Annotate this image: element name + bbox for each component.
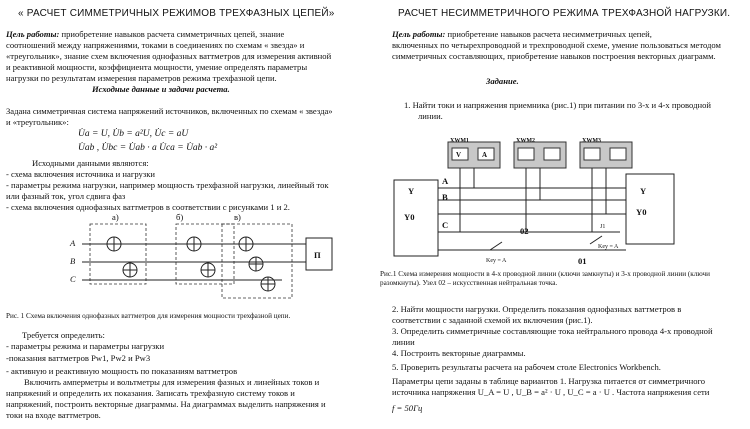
fig-label-a: а) bbox=[112, 212, 119, 222]
right-item-5: 4. Построить векторные диаграммы. bbox=[392, 348, 526, 358]
line-a-label: A bbox=[442, 176, 449, 186]
left-required-item-2: -показания ваттметров Pw1, Pw2 и Pw3 bbox=[6, 353, 151, 363]
left-page bbox=[0, 0, 372, 429]
node-01-label: 01 bbox=[578, 256, 587, 266]
left-formula-2: U̇ab , U̇bc = U̇ab · a U̇ca = U̇ab · a² bbox=[78, 143, 218, 153]
left-final-line-4: токи на входе ваттметров. bbox=[6, 410, 101, 420]
right-item-2: соответствии с заданной схемой их включения (рис.1). bbox=[392, 315, 593, 325]
right-caption-line-2: разомкнуты). Узел 02 – искусственная нейтральная точка. bbox=[380, 279, 558, 287]
right-goal-line-3: симметричных составляющих, приобретение навыков построения векторных диаграмм. bbox=[392, 51, 716, 61]
left-goal-line-1: Цель работы: приобретение навыков расчета симметричных цепей, знание bbox=[6, 29, 285, 39]
left-title: « РАСЧЕТ СИММЕТРИЧНЫХ РЕЖИМОВ ТРЕХФАЗНЫХ ЦЕПЕЙ» bbox=[18, 8, 335, 19]
line-b-label: B bbox=[442, 192, 448, 202]
left-subtitle: Исходные данные и задачи расчета. bbox=[92, 84, 230, 94]
key-label-2: Key = A bbox=[598, 244, 619, 250]
right-item-1: 2. Найти мощности нагрузки. Определить показания однофазных ваттметров в bbox=[392, 304, 682, 314]
load-y0-label: Y0 bbox=[636, 207, 647, 217]
left-required-item-3: - активную и реактивную мощность по показаниям ваттметров bbox=[6, 366, 238, 376]
left-formula-1: U̇a = U, U̇b = a²U, U̇c = aU bbox=[78, 129, 189, 139]
left-initial-item-4: - схема включения однофазных ваттметров в соответствии с рисунками 1 и 2. bbox=[6, 202, 290, 212]
source-box bbox=[394, 180, 438, 256]
left-goal-line-2: соотношений между напряжениями, токами в соединениях по схемам « звезда» и bbox=[6, 40, 305, 50]
wattmeter-circuit-diagram bbox=[76, 212, 366, 300]
fig-box-a bbox=[90, 224, 146, 284]
meter-v-symbol: V bbox=[456, 151, 462, 159]
fig-label-c: в) bbox=[234, 212, 241, 222]
right-item-4: линии bbox=[392, 337, 415, 347]
left-goal-line-4: и реактивной мощности, коэффициента мощности, умение определять параметры bbox=[6, 62, 308, 72]
switch-key-1 bbox=[490, 242, 502, 250]
load-box-right bbox=[626, 174, 674, 244]
right-task-heading: Задание. bbox=[486, 76, 519, 86]
line-c-label: C bbox=[442, 220, 449, 230]
right-item-9: f = 50Гц bbox=[392, 403, 423, 413]
left-initial-item-2: - параметры режима нагрузки, например мощность трехфазной нагрузки, линейный ток bbox=[6, 180, 329, 190]
right-item-7: Параметры цепи заданы в таблице вариантов 1. Нагрузка питается от симметричного bbox=[392, 376, 706, 386]
right-caption-line-1: Рис.1 Схема измерения мощности в 4-х проводной линии (ключи замкнуты) и 3-х проводной линии (ключи bbox=[380, 270, 710, 278]
j1-label: J1 bbox=[600, 224, 606, 230]
left-goal-label: Цель работы: bbox=[6, 29, 60, 39]
left-given-line-1: Задана симметричная система напряжений источников, включенных по схемам « звезда» bbox=[6, 106, 333, 116]
left-final-line-1: Включить амперметры и вольтметры для измерения фазных и линейных токов и bbox=[24, 377, 320, 387]
left-given-line-2: и «треугольник»: bbox=[6, 117, 69, 127]
left-initial-heading: Исходными данными являются: bbox=[32, 158, 149, 168]
meter-a-symbol: A bbox=[482, 151, 488, 159]
meter-label-2: ХWМ2 bbox=[516, 138, 535, 144]
right-item-6: 5. Проверить результаты расчета на рабочем столе Electronics Workbench. bbox=[392, 362, 661, 372]
right-task1-line-1: 1. Найти токи и напряжения приемника (рис.1) при питании по 3-х и 4-х проводной bbox=[404, 100, 711, 110]
right-task1-line-2: линии. bbox=[418, 111, 443, 121]
left-figure-caption: Рис. 1 Схема включения однофазных ваттметров для измерения мощности трехфазной цепи. bbox=[6, 312, 291, 320]
left-required-item-1: - параметры режима и параметры нагрузки bbox=[6, 341, 165, 351]
left-initial-item-3: или фазный ток, угол сдвига фаз bbox=[6, 191, 126, 201]
load-label: П bbox=[314, 250, 321, 260]
meter-label-1: ХWМ1 bbox=[450, 138, 469, 144]
node-02-label: 02 bbox=[520, 226, 529, 236]
key-label-1: Key = A bbox=[486, 258, 507, 264]
source-y0-label: Y0 bbox=[404, 212, 415, 222]
left-final-line-3: напряжений, построить векторные диаграммы. На диаграммах выделить напряжения и bbox=[6, 399, 326, 409]
left-goal-line-5: нагрузки по результатам измерения параметров режима трехфазной цепи. bbox=[6, 73, 277, 83]
phase-label-c: C bbox=[70, 274, 76, 284]
right-item-3: 3. Определить симметричные составляющие тока нейтрального провода 4-х проводной bbox=[392, 326, 713, 336]
left-required-heading: Требуется определить: bbox=[22, 330, 105, 340]
right-goal-label: Цель работы: bbox=[392, 29, 446, 39]
right-goal-line-2: включенных по четырехпроводной и трехпроводной схеме, умение пользоваться методом bbox=[392, 40, 721, 50]
meter-label-3: ХWМ3 bbox=[582, 138, 601, 144]
load-y-label: Y bbox=[640, 186, 647, 196]
left-goal-line-3: «треугольник», знание схем включения однофазных ваттметров для измерения активной bbox=[6, 51, 332, 61]
fig-box-c bbox=[222, 224, 292, 298]
phase-label-b: B bbox=[70, 256, 76, 266]
phase-label-a: A bbox=[70, 238, 76, 248]
source-y-label: Y bbox=[408, 186, 415, 196]
right-title: РАСЧЕТ НЕСИММЕТРИЧНОГО РЕЖИМА ТРЕХФАЗНОЙ НАГРУЗКИ. bbox=[398, 8, 731, 19]
fig-box-b bbox=[176, 224, 234, 284]
right-page bbox=[378, 0, 750, 429]
left-final-line-2: напряжений и определить их показания. Записать трехфазную систему токов и bbox=[6, 388, 295, 398]
right-item-8: источника напряжения U_A = U , U_B = a² · U , U_C = a · U . Частота напряжения сети bbox=[392, 387, 710, 397]
right-goal-line-1: Цель работы: приобретение навыков расчета несимметричных цепей, bbox=[392, 29, 652, 39]
left-initial-item-1: - схема включения источника и нагрузки bbox=[6, 169, 155, 179]
fig-label-b: б) bbox=[176, 212, 184, 222]
